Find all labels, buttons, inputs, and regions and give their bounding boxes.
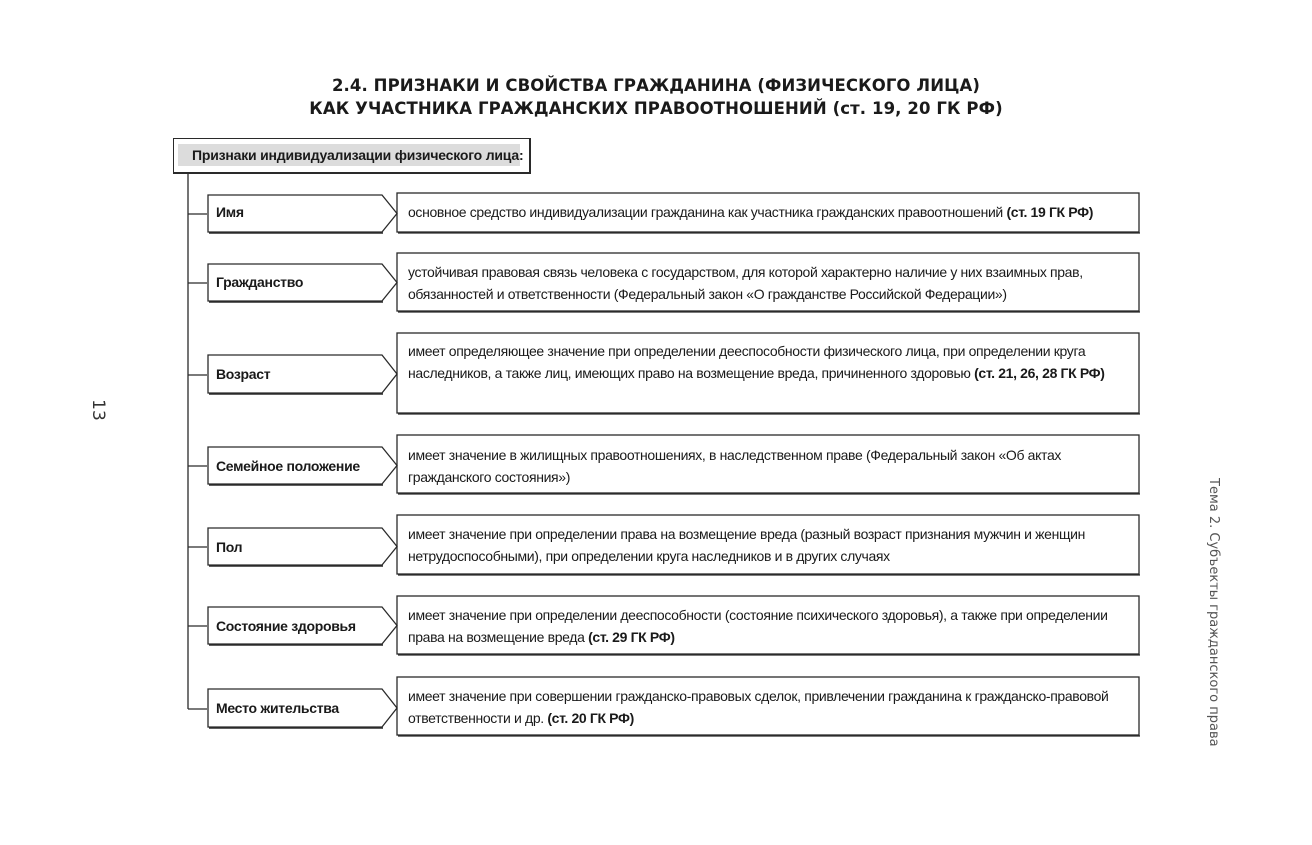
item-desc-health xyxy=(408,604,1133,648)
desc-ref: (ст. 21, 26, 28 ГК РФ) xyxy=(974,365,1105,381)
desc-text: основное средство индивидуализации гражданина как участника гражданских правоотношений xyxy=(408,204,1007,220)
item-label-sex: Пол xyxy=(216,539,243,555)
item-label-name: Имя xyxy=(216,204,244,220)
desc-ref: (ст. 29 ГК РФ) xyxy=(588,629,675,645)
item-label-age: Возраст xyxy=(216,366,271,382)
item-label-family-status: Семейное положение xyxy=(216,458,360,474)
desc-ref: (ст. 19 ГК РФ) xyxy=(1006,204,1094,220)
title-line-1: 2.4. ПРИЗНАКИ И СВОЙСТВА ГРАЖДАНИНА (ФИЗИЧЕСКОГО ЛИЦА) xyxy=(331,76,981,95)
item-desc-age xyxy=(408,340,1133,384)
item-desc-sex xyxy=(408,523,1133,567)
item-desc-name xyxy=(408,202,1133,222)
item-label-citizenship: Гражданство xyxy=(216,274,304,290)
desc-text: имеет значение при совершении гражданско-правовых сделок, привлечении гражданина к гражданско-правовой ответственности и др. xyxy=(408,688,1109,726)
side-caption-text: Тема 2. Субъекты гражданского права xyxy=(1206,478,1221,747)
desc-text: имеет значение при определении дееспособности (состояние психического здоровья), а также при определении права на возмещение вреда xyxy=(408,607,1108,645)
title-line-2: КАК УЧАСТНИКА ГРАЖДАНСКИХ ПРАВООТНОШЕНИЙ (ст. 19, 20 ГК РФ) xyxy=(309,99,1003,118)
header-box xyxy=(173,138,531,174)
desc-text: устойчивая правовая связь человека с государством, для которой характерно наличие у них взаимных прав, обязанностей и ответственности (Федеральный закон «О гражданстве Российской Федерации») xyxy=(408,264,1083,302)
item-label-residence: Место жительства xyxy=(216,700,339,716)
item-desc-citizenship xyxy=(408,261,1133,305)
item-desc-family-status xyxy=(408,444,1133,488)
desc-text: имеет значение при определении права на возмещение вреда (разный возраст признания мужчин и женщин нетрудоспособными), при определении круга наследников и в других случаях xyxy=(408,526,1085,564)
header-label: Признаки индивидуализации физического лица: xyxy=(178,144,520,166)
item-desc-residence xyxy=(408,685,1133,729)
desc-text: имеет значение в жилищных правоотношениях, в наследственном праве (Федеральный закон «Об актах гражданского состояния») xyxy=(408,447,1062,485)
page-number: 13 xyxy=(88,399,108,421)
desc-text: имеет определяющее значение при определении дееспособности физического лица, при определении круга наследников, а также лиц, имеющих право на возмещение вреда, причиненного здоровью xyxy=(408,343,1086,381)
item-label-health: Состояние здоровья xyxy=(216,618,356,634)
desc-ref: (ст. 20 ГК РФ) xyxy=(547,710,634,726)
